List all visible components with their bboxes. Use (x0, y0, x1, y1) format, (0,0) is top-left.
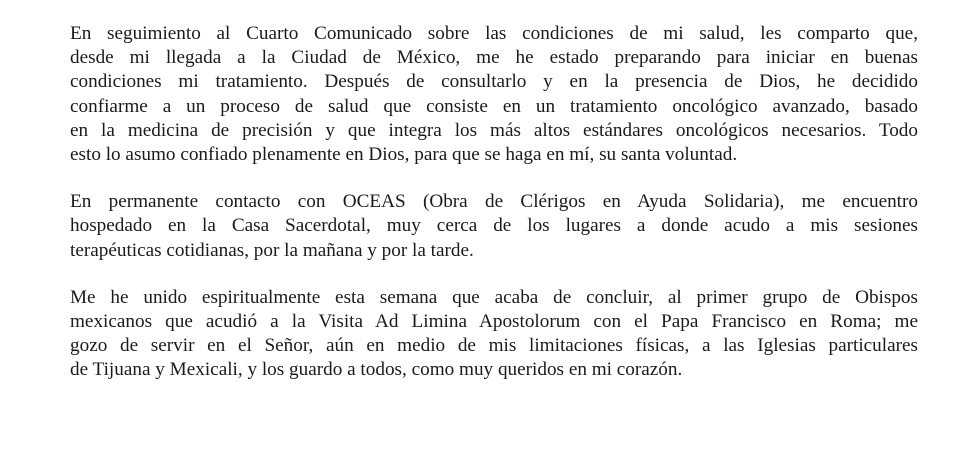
letter-body (70, 22, 918, 406)
text-line: mexicanos que acudió a la Visita Ad Limina Apostolorum con el Papa Francisco en Roma; me (70, 311, 918, 333)
text-line: confiarme a un proceso de salud que consiste en un tratamiento oncológico avanzado, basado (70, 95, 918, 117)
text-line: Me he unido espiritualmente esta semana que acaba de concluir, al primer grupo de Obispos (70, 286, 918, 308)
text-line: desde mi llegada a la Ciudad de México, me he estado preparando para iniciar en buenas (70, 47, 918, 69)
paragraph-lodging (70, 190, 918, 263)
text-line: condiciones mi tratamiento. Después de consultarlo y en la presencia de Dios, he decidido (70, 71, 918, 93)
paragraph-health-update (70, 22, 918, 167)
text-line: hospedado en la Casa Sacerdotal, muy cerca de los lugares a donde acudo a mis sesiones (70, 215, 918, 237)
text-line: terapéuticas cotidianas, por la mañana y por la tarde. (70, 239, 474, 261)
text-line: gozo de servir en el Señor, aún en medio de mis limitaciones físicas, a las Iglesias particulares (70, 335, 918, 357)
paragraph-spiritual-union (70, 286, 918, 383)
text-line: esto lo asumo confiado plenamente en Dios, para que se haga en mí, su santa voluntad. (70, 144, 738, 166)
text-line: de Tijuana y Mexicali, y los guardo a todos, como muy queridos en mi corazón. (70, 359, 683, 381)
text-line: En seguimiento al Cuarto Comunicado sobre las condiciones de mi salud, les comparto que, (70, 23, 918, 44)
text-line: En permanente contacto con OCEAS (Obra de Clérigos en Ayuda Solidaria), me encuentro (70, 191, 918, 213)
text-line: en la medicina de precisión y que integra los más altos estándares oncológicos necesarios. Todo (70, 119, 918, 141)
